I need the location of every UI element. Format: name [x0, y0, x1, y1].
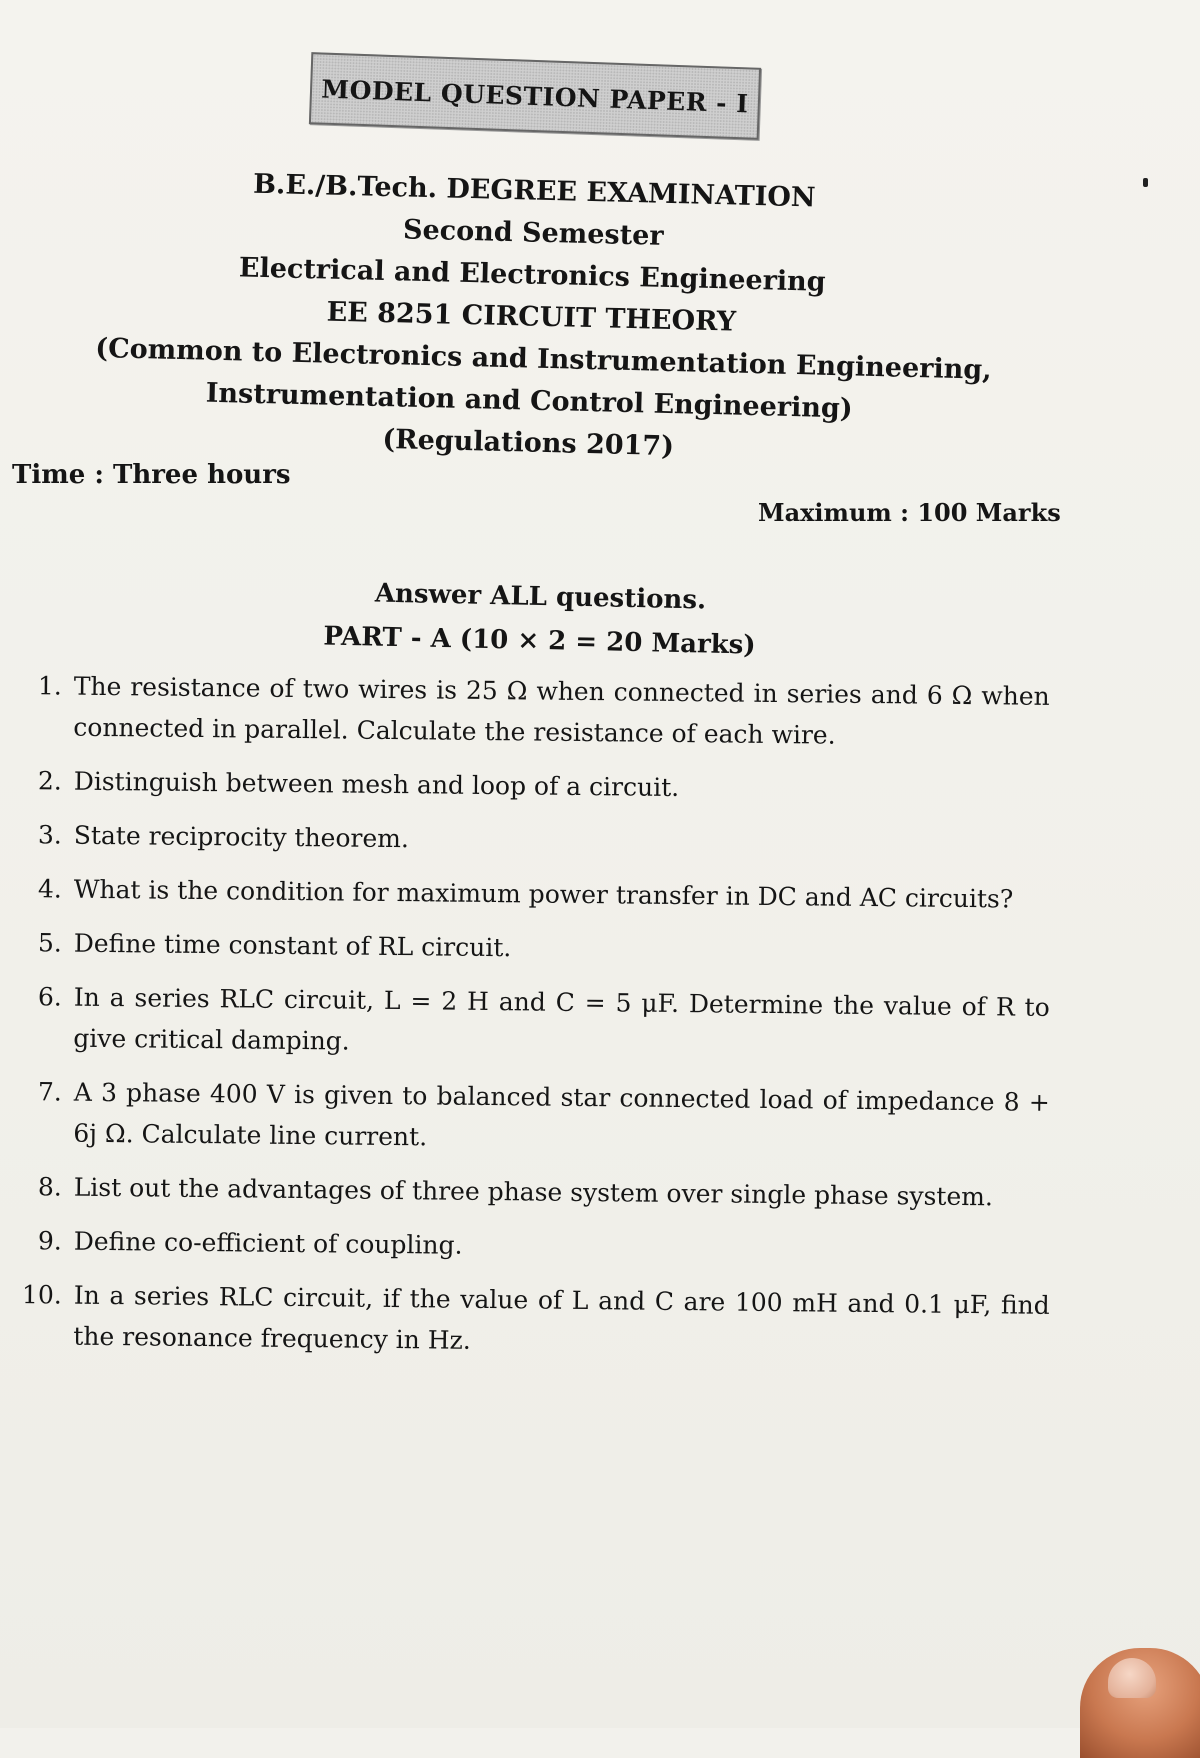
- question-text: Define time constant of RL circuit.: [73, 928, 512, 963]
- question-number: 3.: [37, 820, 62, 850]
- question-number: 1.: [37, 671, 62, 701]
- ink-speck: [1143, 178, 1148, 187]
- common-to-line: (Common to Electronics and Instrumentation Engineering,: [95, 332, 992, 386]
- question-text: Define co-efficient of coupling.: [73, 1226, 463, 1260]
- time-label: Time : Three hours: [12, 460, 291, 490]
- question-number: 6.: [37, 982, 62, 1012]
- question-number: 7.: [37, 1077, 62, 1107]
- department-line: Electrical and Electronics Engineering: [238, 252, 827, 298]
- question-item: [9, 976, 1050, 1069]
- maximum-marks: Maximum : 100 Marks: [758, 498, 1061, 527]
- question-item: [10, 922, 1050, 974]
- exam-header: [93, 160, 992, 475]
- question-number: 9.: [37, 1226, 62, 1256]
- degree-line: B.E./B.Tech. DEGREE EXAMINATION: [252, 168, 816, 214]
- question-list: [10, 665, 1050, 1369]
- question-item: [9, 665, 1050, 758]
- question-item: [10, 868, 1050, 920]
- question-text: The resistance of two wires is 25 Ω when connected in series and 6 Ω when connected in parallel. Calculate the resistance of each wire.: [73, 671, 1050, 750]
- question-item: [10, 814, 1050, 866]
- regulations-line: (Regulations 2017): [382, 423, 675, 463]
- answer-all-instruction: Answer ALL questions.: [374, 578, 707, 616]
- question-number: 2.: [37, 766, 62, 796]
- question-number: 4.: [37, 874, 62, 904]
- question-text: In a series RLC circuit, if the value of L and C are 100 mH and 0.1 μF, find the resonance frequency in Hz.: [73, 1280, 1050, 1355]
- question-item: [9, 1274, 1050, 1367]
- question-item: [10, 760, 1050, 812]
- course-line: EE 8251 CIRCUIT THEORY: [326, 296, 737, 338]
- question-text: A 3 phase 400 V is given to balanced star connected load of impedance 8 + 6j Ω. Calculate line current.: [73, 1077, 1050, 1152]
- common-to-line-2: Instrumentation and Control Engineering): [205, 377, 853, 425]
- question-number: 8.: [37, 1172, 62, 1202]
- instructions: [299, 570, 781, 668]
- semester-line: Second Semester: [402, 214, 664, 252]
- question-item: [10, 1166, 1050, 1218]
- part-a-heading: PART - A (10 × 2 = 20 Marks): [323, 621, 756, 661]
- question-text: State reciprocity theorem.: [73, 820, 410, 854]
- paper-title-box: MODEL QUESTION PAPER - I: [309, 52, 761, 140]
- question-number: 10.: [21, 1280, 62, 1310]
- question-text: List out the advantages of three phase system over single phase system.: [73, 1172, 994, 1212]
- question-text: What is the condition for maximum power transfer in DC and AC circuits?: [73, 874, 1014, 914]
- question-text: Distinguish between mesh and loop of a circuit.: [73, 766, 680, 803]
- question-text: In a series RLC circuit, L = 2 H and C = 5 μF. Determine the value of R to give critical damping.: [73, 982, 1050, 1056]
- thumb-nail: [1108, 1658, 1156, 1698]
- question-number: 5.: [37, 928, 62, 958]
- question-item: [10, 1220, 1050, 1272]
- question-item: [9, 1071, 1050, 1164]
